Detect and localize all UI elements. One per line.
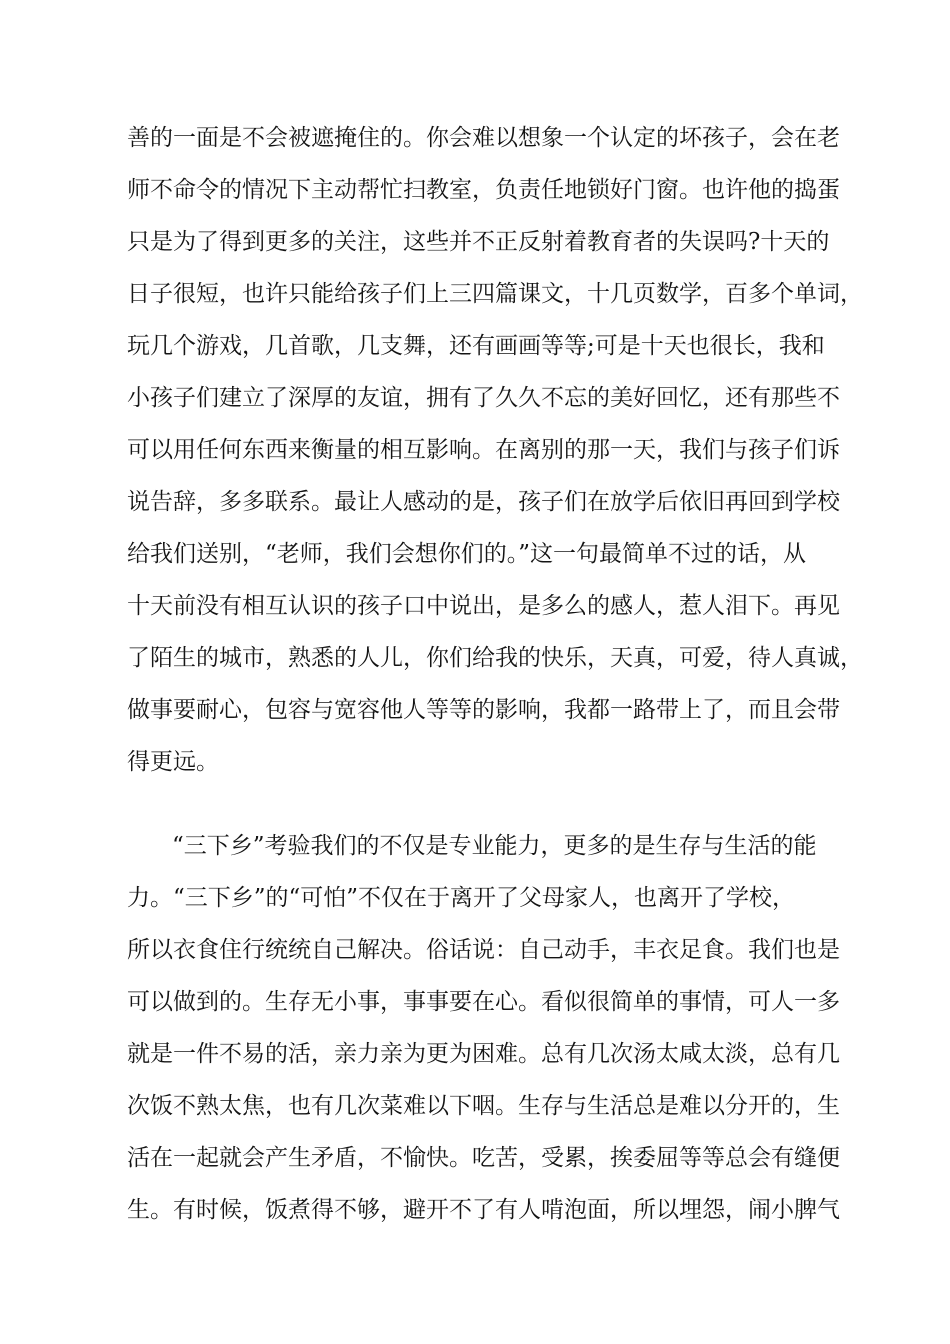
- text-line: 可以做到的。生存无小事，事事要在心。看似很简单的事情，可人一多: [127, 989, 840, 1015]
- text-line: 了陌生的城市，熟悉的人儿，你们给我的快乐，天真，可爱，待人真诚，: [127, 645, 863, 671]
- text-line: 做事要耐心，包容与宽容他人等等的影响，我都一路带上了，而且会带: [127, 697, 840, 723]
- text-line: 活在一起就会产生矛盾，不愉快。吃苦，受累，挨委屈等等总会有缝便: [127, 1145, 840, 1171]
- text-line: 所以衣食住行统统自己解决。俗话说：自己动手，丰衣足食。我们也是: [127, 937, 840, 963]
- text-line: 就是一件不易的活，亲力亲为更为困难。总有几次汤太咸太淡，总有几: [127, 1041, 840, 1067]
- text-line: 说告辞，多多联系。最让人感动的是，孩子们在放学后依旧再回到学校: [127, 489, 840, 515]
- text-line: 十天前没有相互认识的孩子口中说出，是多么的感人，惹人泪下。再见: [127, 593, 840, 619]
- text-line: “三下乡”考验我们的不仅是专业能力，更多的是生存与生活的能: [172, 833, 817, 859]
- text-line: 力。“三下乡”的“可怕”不仅在于离开了父母家人，也离开了学校，: [127, 885, 796, 911]
- text-line: 可以用任何东西来衡量的相互影响。在离别的那一天，我们与孩子们诉: [127, 437, 840, 463]
- text-line: 给我们送别，“老师，我们会想你们的。”这一句最简单不过的话，从: [127, 541, 807, 567]
- text-line: 小孩子们建立了深厚的友谊，拥有了久久不忘的美好回忆，还有那些不: [127, 385, 840, 411]
- text-line: 生。有时候，饭煮得不够，避开不了有人啃泡面，所以埋怨，闹小脾气: [127, 1197, 840, 1223]
- text-line: 得更远。: [127, 749, 219, 775]
- text-line: 善的一面是不会被遮掩住的。你会难以想象一个认定的坏孩子，会在老: [127, 125, 840, 151]
- text-line: 师不命令的情况下主动帮忙扫教室，负责任地锁好门窗。也许他的捣蛋: [127, 177, 840, 203]
- text-line: 次饭不熟太焦，也有几次菜难以下咽。生存与生活总是难以分开的，生: [127, 1093, 840, 1119]
- text-line: 玩几个游戏，几首歌，几支舞，还有画画等等;可是十天也很长，我和: [127, 333, 825, 359]
- text-line: 只是为了得到更多的关注，这些并不正反射着教育者的失误吗?十天的: [127, 229, 830, 255]
- text-line: 日子很短，也许只能给孩子们上三四篇课文，十几页数学，百多个单词，: [127, 281, 863, 307]
